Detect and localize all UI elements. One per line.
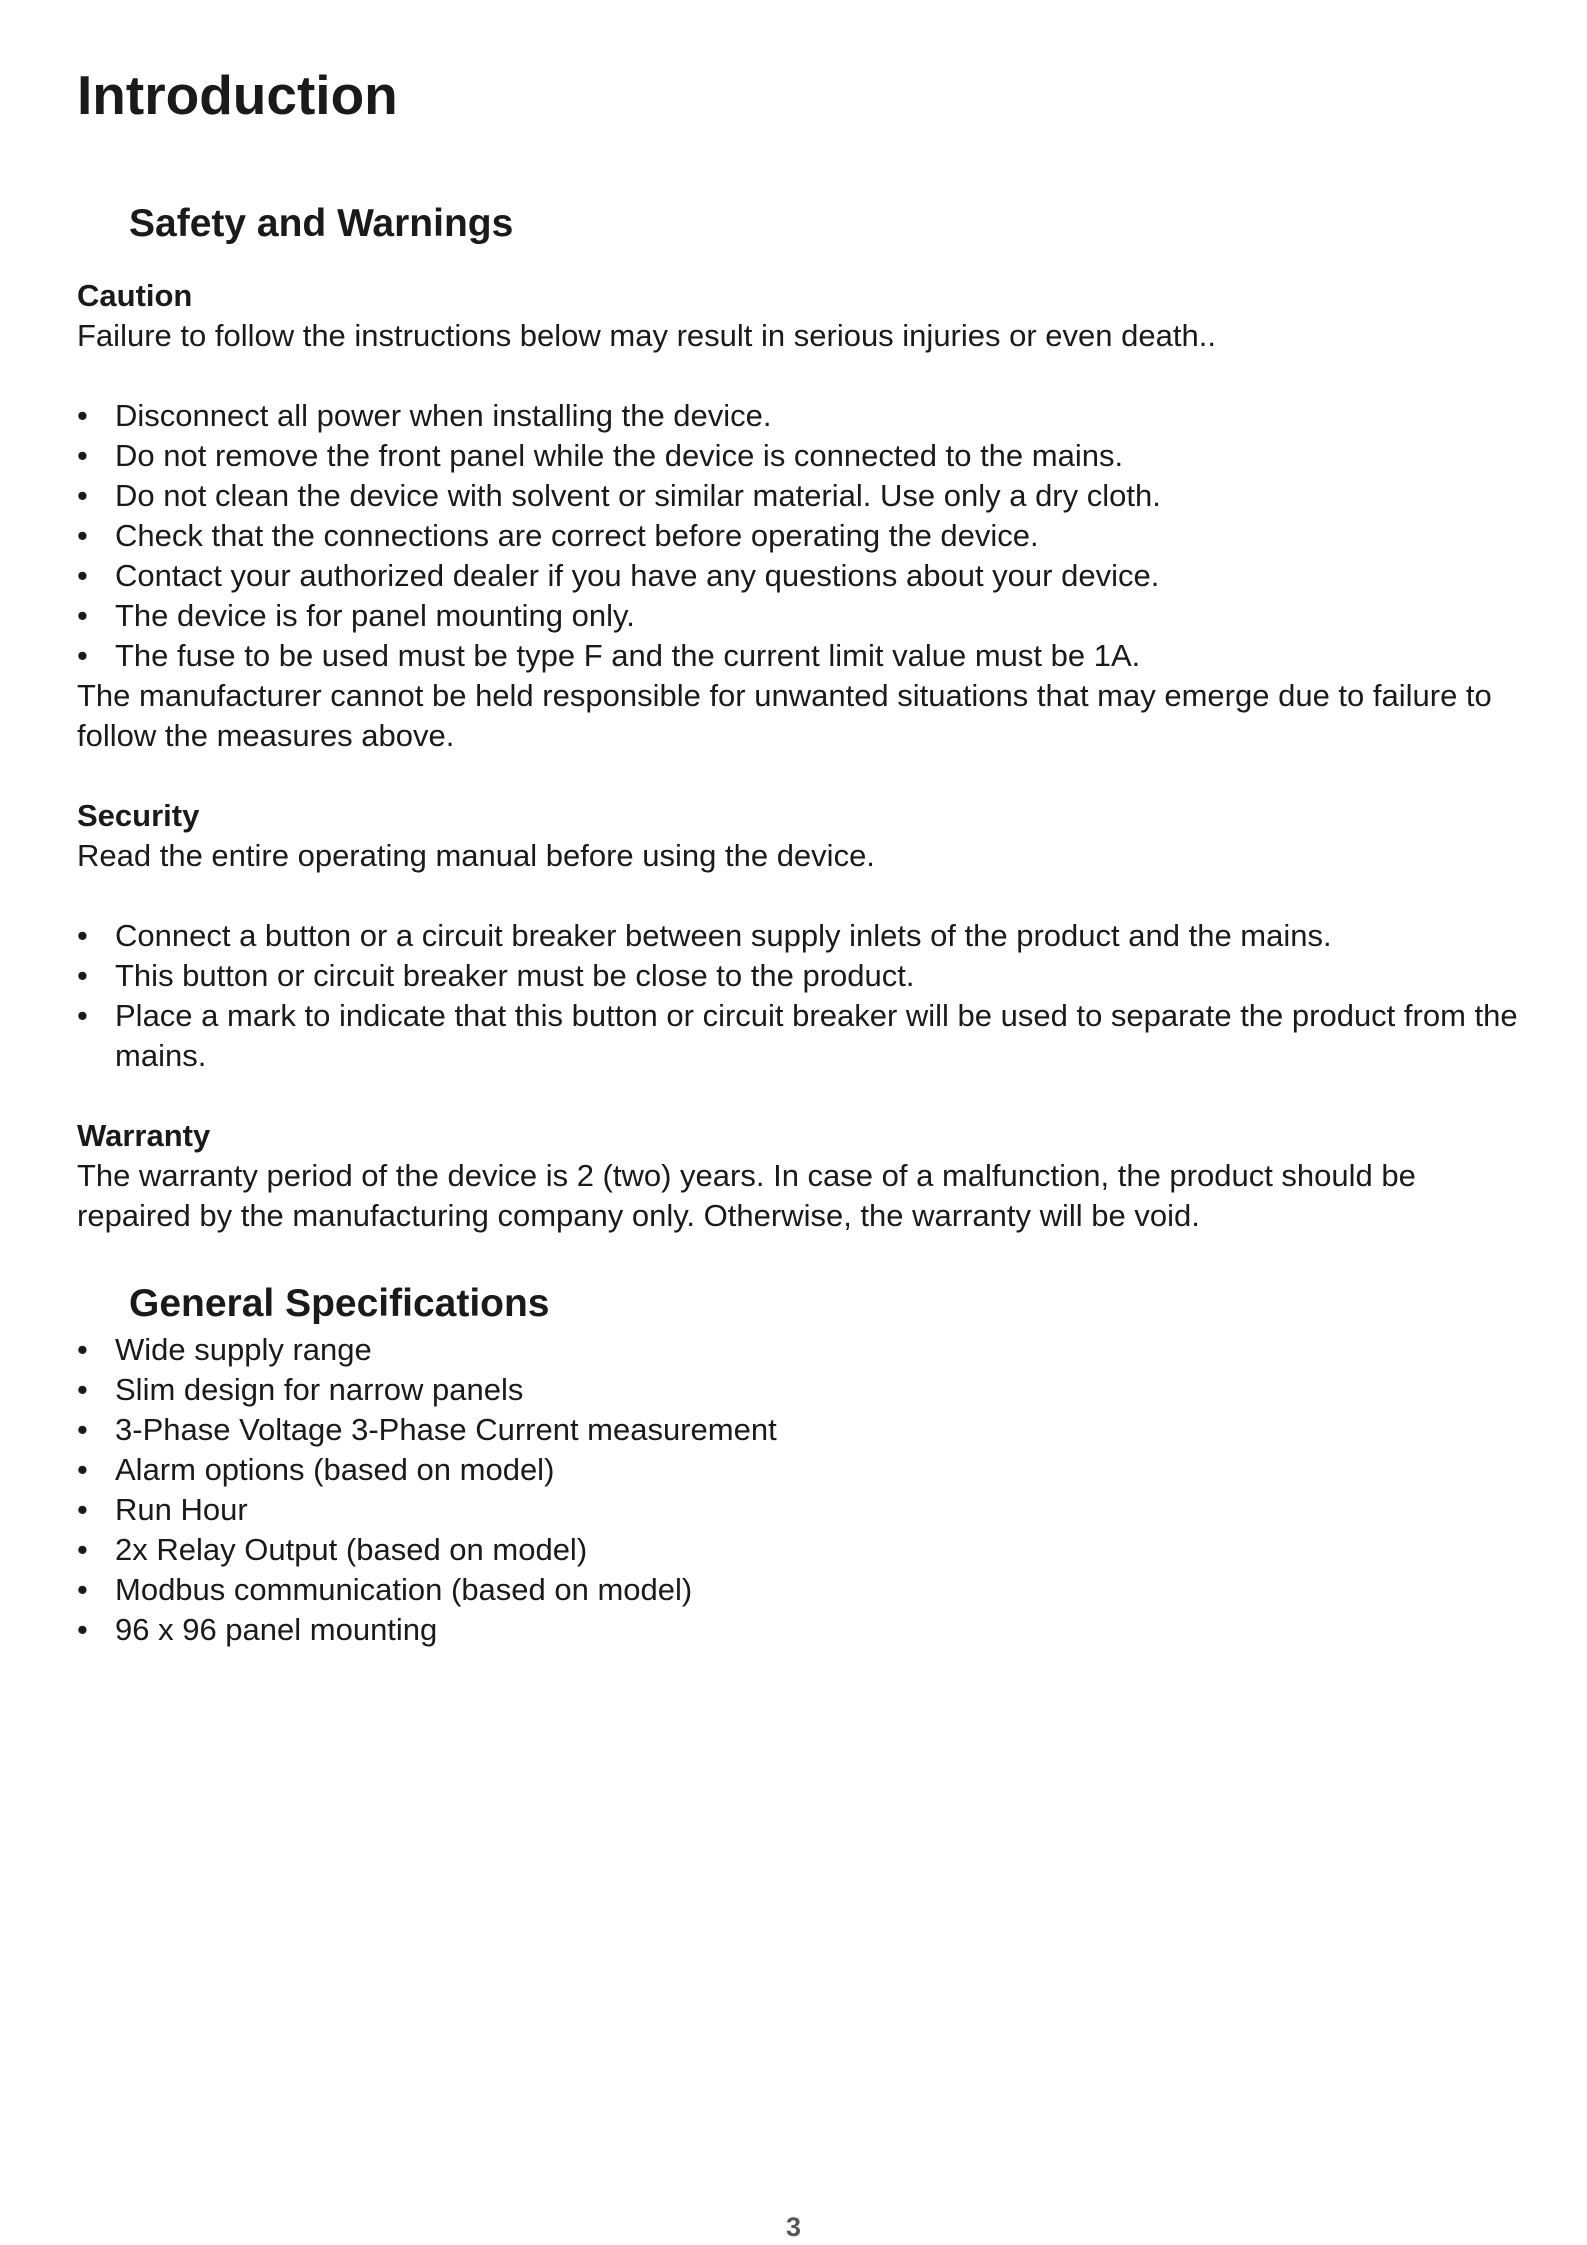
- caution-intro: Failure to follow the instructions below may result in serious injuries or even death..: [77, 318, 1216, 353]
- list-item-text: 3-Phase Voltage 3-Phase Current measurement: [115, 1412, 777, 1447]
- list-item: [77, 556, 1537, 596]
- list-item-text: Place a mark to indicate that this button or circuit breaker will be used to separate the product from the mains.: [115, 998, 1518, 1073]
- bullet-icon: •: [77, 918, 88, 953]
- list-item: [77, 1490, 1537, 1530]
- list-item-text: Run Hour: [115, 1492, 248, 1527]
- list-item-text: The device is for panel mounting only.: [115, 598, 635, 633]
- list-item-text: Contact your authorized dealer if you have any questions about your device.: [115, 558, 1160, 593]
- bullet-icon: •: [77, 1612, 88, 1647]
- caution-heading: Caution: [77, 278, 193, 313]
- list-item-text: Alarm options (based on model): [115, 1452, 555, 1487]
- bullet-icon: •: [77, 1332, 88, 1367]
- specifications-section: [77, 1278, 1537, 1650]
- bullet-icon: •: [77, 518, 88, 553]
- bullet-icon: •: [77, 998, 88, 1033]
- list-item-text: Disconnect all power when installing the device.: [115, 398, 772, 433]
- list-item: [77, 476, 1537, 516]
- list-item-text: Wide supply range: [115, 1332, 372, 1367]
- specifications-list: [77, 1330, 1537, 1650]
- safety-heading: Safety and Warnings: [129, 202, 514, 245]
- list-item-text: Do not remove the front panel while the device is connected to the mains.: [115, 438, 1124, 473]
- list-item: [77, 1330, 1537, 1370]
- caution-list: [77, 396, 1537, 676]
- security-intro: Read the entire operating manual before using the device.: [77, 838, 875, 873]
- warranty-text: The warranty period of the device is 2 (two) years. In case of a malfunction, the product should be repaired by the manufacturing company only. Otherwise, the warranty will be void.: [77, 1158, 1416, 1233]
- list-item: [77, 636, 1537, 676]
- list-item: [77, 1530, 1537, 1570]
- list-item-text: Slim design for narrow panels: [115, 1372, 524, 1407]
- bullet-icon: •: [77, 438, 88, 473]
- security-list: [77, 916, 1537, 1076]
- list-item-text: Do not clean the device with solvent or similar material. Use only a dry cloth.: [115, 478, 1161, 513]
- bullet-icon: •: [77, 1572, 88, 1607]
- bullet-icon: •: [77, 398, 88, 433]
- list-item: [77, 516, 1537, 556]
- list-item-text: This button or circuit breaker must be close to the product.: [115, 958, 915, 993]
- list-item: [77, 996, 1537, 1076]
- list-item-text: 96 x 96 panel mounting: [115, 1612, 438, 1647]
- specifications-heading: General Specifications: [129, 1282, 550, 1325]
- bullet-icon: •: [77, 1372, 88, 1407]
- caution-section: [77, 276, 1537, 756]
- list-item: [77, 1570, 1537, 1610]
- page-number: 3: [785, 2212, 802, 2242]
- list-item: [77, 396, 1537, 436]
- list-item-text: Check that the connections are correct before operating the device.: [115, 518, 1039, 553]
- bullet-icon: •: [77, 1492, 88, 1527]
- bullet-icon: •: [77, 1452, 88, 1487]
- page-content: [77, 58, 1537, 1650]
- list-item: [77, 1370, 1537, 1410]
- list-item: [77, 916, 1537, 956]
- bullet-icon: •: [77, 1532, 88, 1567]
- warranty-section: [77, 1116, 1537, 1236]
- list-item: [77, 1410, 1537, 1450]
- list-item-text: Connect a button or a circuit breaker between supply inlets of the product and the mains.: [115, 918, 1332, 953]
- page-title: Introduction: [77, 64, 398, 126]
- list-item: [77, 956, 1537, 996]
- security-heading: Security: [77, 798, 200, 833]
- bullet-icon: •: [77, 1412, 88, 1447]
- bullet-icon: •: [77, 958, 88, 993]
- security-section: [77, 796, 1537, 1076]
- list-item: [77, 436, 1537, 476]
- bullet-icon: •: [77, 558, 88, 593]
- list-item: [77, 596, 1537, 636]
- caution-outro: The manufacturer cannot be held responsible for unwanted situations that may emerge due to failure to follow the measures above.: [77, 678, 1492, 753]
- list-item-text: 2x Relay Output (based on model): [115, 1532, 588, 1567]
- list-item-text: The fuse to be used must be type F and the current limit value must be 1A.: [115, 638, 1141, 673]
- bullet-icon: •: [77, 598, 88, 633]
- bullet-icon: •: [77, 638, 88, 673]
- bullet-icon: •: [77, 478, 88, 513]
- list-item-text: Modbus communication (based on model): [115, 1572, 693, 1607]
- list-item: [77, 1450, 1537, 1490]
- warranty-heading: Warranty: [77, 1118, 211, 1153]
- list-item: [77, 1610, 1537, 1650]
